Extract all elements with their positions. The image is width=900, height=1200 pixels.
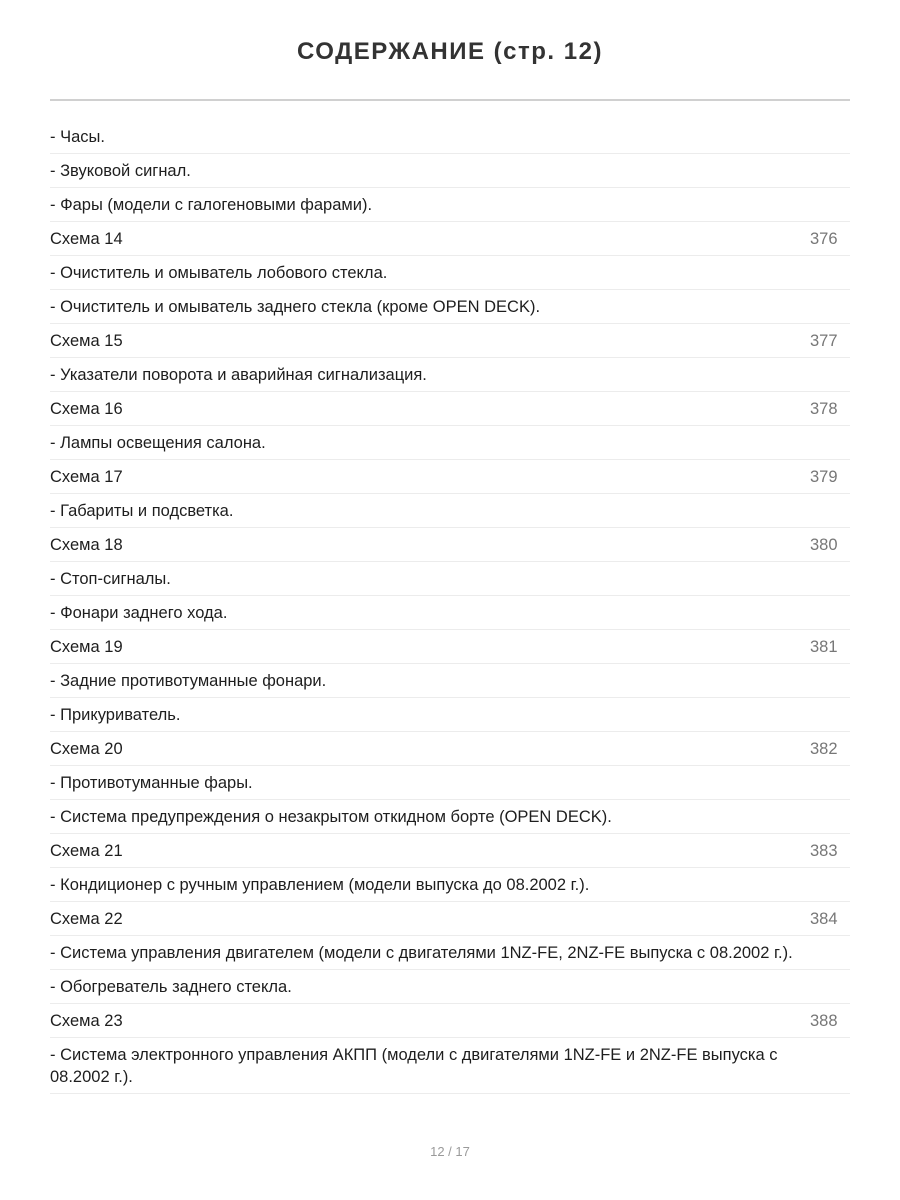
toc-entry — [50, 698, 850, 732]
toc-entry-page: 377 — [810, 332, 838, 350]
toc-entry — [50, 630, 850, 664]
toc-entry — [50, 1038, 850, 1094]
toc-entry — [50, 800, 850, 834]
toc-entry-text: - Лампы освещения салона. — [50, 434, 266, 452]
toc-entry — [50, 970, 850, 1004]
toc-entry — [50, 868, 850, 902]
toc-list — [50, 120, 850, 1094]
toc-entry — [50, 766, 850, 800]
toc-entry-text: - Система электронного управления АКПП (модели с двигателями 1NZ-FE и 2NZ-FE выпуска с 08.2002 г.). — [50, 1046, 778, 1086]
toc-entry — [50, 528, 850, 562]
page-indicator: 12 / 17 — [430, 1144, 470, 1159]
toc-entry-text: - Обогреватель заднего стекла. — [50, 978, 292, 996]
toc-entry-text: - Габариты и подсветка. — [50, 502, 234, 520]
toc-entry-text: Схема 21 — [50, 842, 123, 860]
toc-entry — [50, 902, 850, 936]
toc-entry — [50, 460, 850, 494]
toc-entry — [50, 664, 850, 698]
toc-entry-text: - Фонари заднего хода. — [50, 604, 228, 622]
toc-entry — [50, 188, 850, 222]
toc-entry-text: - Система управления двигателем (модели с двигателями 1NZ-FE, 2NZ-FE выпуска с 08.2002 г.). — [50, 944, 793, 962]
toc-entry — [50, 494, 850, 528]
toc-entry — [50, 596, 850, 630]
toc-entry-text: Схема 17 — [50, 468, 123, 486]
toc-entry-text: Схема 22 — [50, 910, 123, 928]
toc-entry — [50, 936, 850, 970]
toc-entry-text: Схема 15 — [50, 332, 123, 350]
toc-entry-text: Схема 14 — [50, 230, 123, 248]
toc-entry — [50, 290, 850, 324]
toc-entry-text: - Кондиционер с ручным управлением (модели выпуска до 08.2002 г.). — [50, 876, 590, 894]
toc-entry-text: - Часы. — [50, 128, 105, 146]
toc-entry-page: 382 — [810, 740, 838, 758]
toc-entry-page: 380 — [810, 536, 838, 554]
toc-entry-text: - Фары (модели с галогеновыми фарами). — [50, 196, 373, 214]
toc-entry-page: 376 — [810, 230, 838, 248]
toc-entry — [50, 222, 850, 256]
toc-entry-text: - Прикуриватель. — [50, 706, 181, 724]
toc-entry-text: Схема 16 — [50, 400, 123, 418]
toc-entry-page: 379 — [810, 468, 838, 486]
toc-entry-page: 383 — [810, 842, 838, 860]
toc-entry — [50, 154, 850, 188]
toc-entry — [50, 358, 850, 392]
toc-entry — [50, 1004, 850, 1038]
toc-entry — [50, 324, 850, 358]
toc-entry-text: - Звуковой сигнал. — [50, 162, 191, 180]
toc-entry-text: - Очиститель и омыватель лобового стекла. — [50, 264, 388, 282]
toc-entry-text: Схема 23 — [50, 1012, 123, 1030]
page-title: СОДЕРЖАНИЕ (стр. 12) — [297, 38, 603, 65]
toc-entry-text: - Очиститель и омыватель заднего стекла (кроме OPEN DECK). — [50, 298, 541, 316]
toc-entry-page: 388 — [810, 1012, 838, 1030]
toc-entry-text: - Система предупреждения о незакрытом откидном борте (OPEN DECK). — [50, 808, 612, 826]
toc-entry-text: - Указатели поворота и аварийная сигнализация. — [50, 366, 427, 384]
title-divider — [50, 99, 850, 101]
toc-entry-text: Схема 20 — [50, 740, 123, 758]
toc-entry — [50, 256, 850, 290]
toc-entry — [50, 562, 850, 596]
toc-entry-page: 378 — [810, 400, 838, 418]
toc-entry — [50, 834, 850, 868]
toc-entry — [50, 120, 850, 154]
toc-entry-page: 384 — [810, 910, 838, 928]
toc-entry-text: Схема 19 — [50, 638, 123, 656]
toc-entry — [50, 732, 850, 766]
toc-entry-text: Схема 18 — [50, 536, 123, 554]
toc-entry — [50, 426, 850, 460]
toc-entry — [50, 392, 850, 426]
toc-entry-text: - Стоп-сигналы. — [50, 570, 171, 588]
toc-entry-text: - Задние противотуманные фонари. — [50, 672, 327, 690]
toc-entry-page: 381 — [810, 638, 838, 656]
toc-entry-text: - Противотуманные фары. — [50, 774, 253, 792]
